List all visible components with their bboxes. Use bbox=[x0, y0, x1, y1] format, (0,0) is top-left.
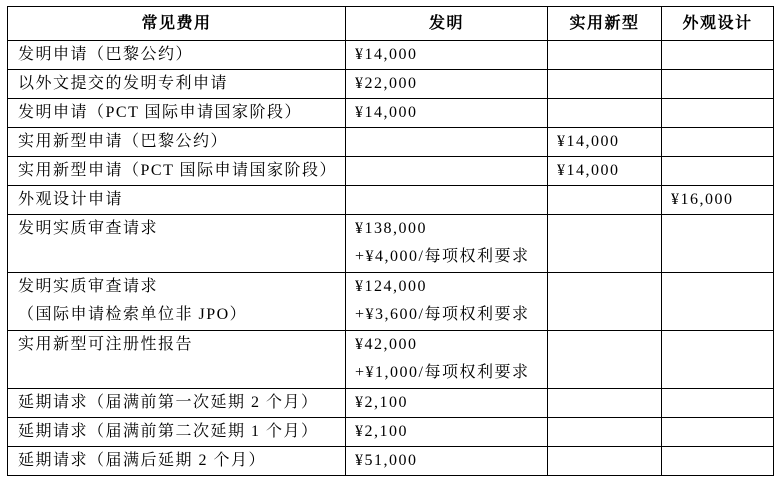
fee-name-cell bbox=[8, 418, 346, 447]
header-fee: 常见费用 bbox=[8, 7, 346, 41]
design-fee-cell bbox=[662, 389, 774, 418]
table-row bbox=[8, 389, 774, 418]
fee-name-cell bbox=[8, 447, 346, 476]
fee-name-cell bbox=[8, 99, 346, 128]
invention-fee-cell bbox=[346, 128, 548, 157]
utility-fee-cell bbox=[548, 128, 662, 157]
fee-amount: ¥138,000 bbox=[355, 220, 427, 237]
utility-fee-cell bbox=[548, 447, 662, 476]
invention-fee-cell bbox=[346, 418, 548, 447]
fee-name: 外观设计申请 bbox=[18, 191, 124, 208]
design-fee-cell bbox=[662, 186, 774, 215]
fee-amount: ¥14,000 bbox=[355, 104, 418, 121]
utility-fee-cell bbox=[548, 186, 662, 215]
table-header-row bbox=[8, 7, 774, 41]
table-row bbox=[8, 215, 774, 273]
design-fee-cell bbox=[662, 41, 774, 70]
table-row bbox=[8, 70, 774, 99]
table-row bbox=[8, 157, 774, 186]
fee-name: 发明实质审查请求 bbox=[18, 278, 159, 295]
invention-fee-cell bbox=[346, 273, 548, 331]
per-claim-fee: +¥3,600/每项权利要求 bbox=[355, 306, 530, 323]
fee-name: 实用新型申请（巴黎公约） bbox=[18, 133, 229, 150]
design-fee-cell bbox=[662, 273, 774, 331]
utility-fee-cell bbox=[548, 331, 662, 389]
table-row bbox=[8, 99, 774, 128]
design-fee-cell bbox=[662, 215, 774, 273]
invention-fee-cell bbox=[346, 389, 548, 418]
fee-name-cell bbox=[8, 70, 346, 99]
fee-amount: ¥14,000 bbox=[557, 133, 620, 150]
fee-amount: ¥2,100 bbox=[355, 394, 408, 411]
fee-name: 发明申请（PCT 国际申请国家阶段） bbox=[18, 104, 303, 121]
fee-name: 发明申请（巴黎公约） bbox=[18, 46, 194, 63]
table-row bbox=[8, 331, 774, 389]
fee-amount: ¥124,000 bbox=[355, 278, 427, 295]
fee-name-cell bbox=[8, 389, 346, 418]
fee-name: 实用新型可注册性报告 bbox=[18, 336, 194, 353]
table-row bbox=[8, 128, 774, 157]
fee-name: 延期请求（届满前第一次延期 2 个月） bbox=[18, 394, 319, 411]
invention-fee-cell bbox=[346, 41, 548, 70]
fee-amount: ¥16,000 bbox=[671, 191, 734, 208]
utility-fee-cell bbox=[548, 389, 662, 418]
fee-amount: ¥14,000 bbox=[355, 46, 418, 63]
utility-fee-cell bbox=[548, 157, 662, 186]
invention-fee-cell bbox=[346, 99, 548, 128]
utility-fee-cell bbox=[548, 70, 662, 99]
fee-name: 实用新型申请（PCT 国际申请国家阶段） bbox=[18, 162, 338, 179]
header-utility: 实用新型 bbox=[548, 7, 662, 41]
fee-name: 以外文提交的发明专利申请 bbox=[18, 75, 229, 92]
utility-fee-cell bbox=[548, 273, 662, 331]
fee-name: 延期请求（届满前第二次延期 1 个月） bbox=[18, 423, 319, 440]
fee-amount: ¥2,100 bbox=[355, 423, 408, 440]
fee-name-cell bbox=[8, 331, 346, 389]
fee-name-cell bbox=[8, 157, 346, 186]
design-fee-cell bbox=[662, 70, 774, 99]
design-fee-cell bbox=[662, 128, 774, 157]
fee-amount: ¥42,000 bbox=[355, 336, 418, 353]
fee-name-cell bbox=[8, 215, 346, 273]
fee-name: 延期请求（届满后延期 2 个月） bbox=[18, 452, 267, 469]
invention-fee-cell bbox=[346, 447, 548, 476]
fee-name-cell bbox=[8, 186, 346, 215]
design-fee-cell bbox=[662, 331, 774, 389]
table-row bbox=[8, 186, 774, 215]
per-claim-fee: +¥4,000/每项权利要求 bbox=[355, 248, 530, 265]
invention-fee-cell bbox=[346, 70, 548, 99]
invention-fee-cell bbox=[346, 157, 548, 186]
fee-table bbox=[7, 6, 774, 476]
design-fee-cell bbox=[662, 447, 774, 476]
fee-name-cell bbox=[8, 273, 346, 331]
invention-fee-cell bbox=[346, 331, 548, 389]
utility-fee-cell bbox=[548, 215, 662, 273]
invention-fee-cell bbox=[346, 186, 548, 215]
header-invention: 发明 bbox=[346, 7, 548, 41]
utility-fee-cell bbox=[548, 418, 662, 447]
utility-fee-cell bbox=[548, 41, 662, 70]
fee-amount: ¥22,000 bbox=[355, 75, 418, 92]
table-row bbox=[8, 273, 774, 331]
table-row bbox=[8, 41, 774, 70]
design-fee-cell bbox=[662, 418, 774, 447]
fee-name-note: （国际申请检索单位非 JPO） bbox=[18, 306, 248, 323]
fee-name: 发明实质审查请求 bbox=[18, 220, 159, 237]
fee-name-cell bbox=[8, 128, 346, 157]
table-row bbox=[8, 418, 774, 447]
fee-name-cell bbox=[8, 41, 346, 70]
header-design: 外观设计 bbox=[662, 7, 774, 41]
per-claim-fee: +¥1,000/每项权利要求 bbox=[355, 364, 530, 381]
utility-fee-cell bbox=[548, 99, 662, 128]
table-row bbox=[8, 447, 774, 476]
design-fee-cell bbox=[662, 99, 774, 128]
fee-amount: ¥51,000 bbox=[355, 452, 418, 469]
invention-fee-cell bbox=[346, 215, 548, 273]
design-fee-cell bbox=[662, 157, 774, 186]
fee-amount: ¥14,000 bbox=[557, 162, 620, 179]
